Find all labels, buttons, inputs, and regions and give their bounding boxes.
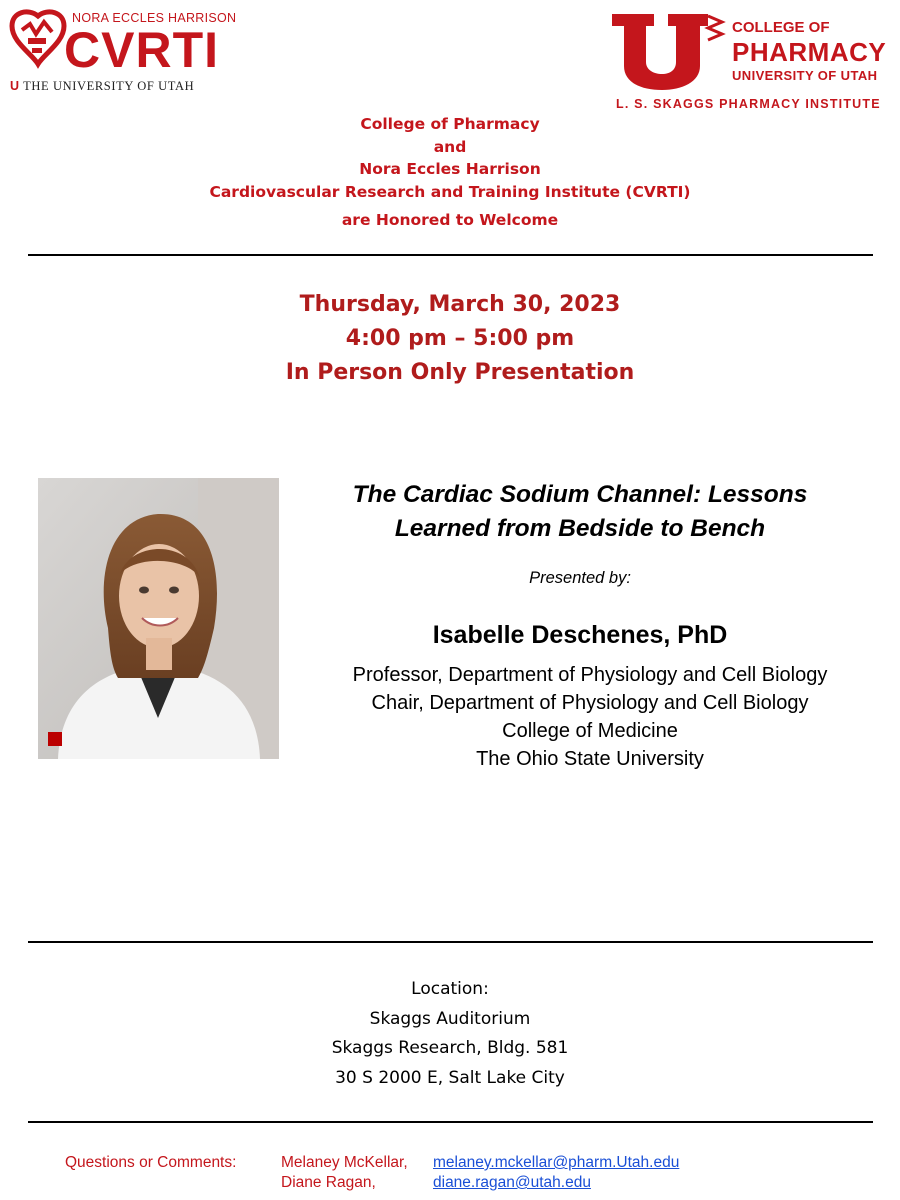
divider: [28, 1121, 873, 1123]
intro-block: [150, 113, 750, 232]
pharmacy-college-of: COLLEGE OF: [732, 19, 830, 36]
talk-title-line: The Cardiac Sodium Channel: Lessons: [352, 481, 808, 508]
cvrti-university: U THE UNIVERSITY OF UTAH: [10, 79, 195, 93]
event-date: Thursday, March 30, 2023: [299, 292, 621, 317]
pharmacy-name: PHARMACY: [732, 37, 887, 67]
location-venue: Skaggs Auditorium: [369, 1008, 531, 1029]
speaker-photo: [38, 478, 279, 759]
contact-name: Diane Ragan,: [281, 1174, 376, 1191]
affiliation-line: Chair, Department of Physiology and Cell Biology: [371, 692, 809, 714]
location-block: [250, 975, 650, 1093]
u-mark-icon: U: [10, 79, 20, 93]
talk-title: [280, 478, 880, 546]
affiliation-line: Professor, Department of Physiology and Cell Biology: [352, 664, 828, 686]
event-time: 4:00 pm – 5:00 pm: [345, 326, 575, 351]
divider: [28, 254, 873, 256]
contacts-label: Questions or Comments:: [65, 1154, 237, 1171]
contact-email-link[interactable]: diane.ragan@utah.edu: [433, 1174, 591, 1191]
pharmacy-institute: L. S. SKAGGS PHARMACY INSTITUTE: [616, 97, 881, 111]
cvrti-acronym: CVRTI: [64, 22, 219, 78]
intro-line: and: [433, 137, 467, 156]
talk-title-line: Learned from Bedside to Bench: [394, 515, 766, 542]
event-details: [160, 288, 760, 390]
u-block-icon: [610, 12, 728, 92]
intro-line: College of Pharmacy: [360, 115, 540, 133]
affiliation-line: College of Medicine: [502, 720, 678, 742]
location-building: Skaggs Research, Bldg. 581: [331, 1038, 569, 1058]
speaker-affiliations: [280, 661, 900, 773]
speaker-name: Isabelle Deschenes, PhD: [432, 621, 728, 649]
event-format: In Person Only Presentation: [285, 360, 635, 385]
location-address: 30 S 2000 E, Salt Lake City: [335, 1067, 565, 1088]
contact-email-link[interactable]: melaney.mckellar@pharm.Utah.edu: [433, 1154, 680, 1171]
divider: [28, 941, 873, 943]
intro-line: are Honored to Welcome: [341, 211, 559, 229]
pharmacy-university: UNIVERSITY OF UTAH: [732, 68, 878, 83]
cvrti-subtitle: NORA ECCLES HARRISON: [72, 11, 237, 25]
location-heading: Location:: [411, 979, 489, 999]
presented-by: Presented by:: [529, 569, 631, 587]
affiliation-line: The Ohio State University: [476, 748, 704, 770]
cvrti-heart-icon: [8, 8, 68, 80]
intro-line: Nora Eccles Harrison: [359, 160, 541, 178]
intro-line: Cardiovascular Research and Training Institute (CVRTI): [209, 182, 691, 201]
contact-name: Melaney McKellar,: [281, 1154, 408, 1171]
